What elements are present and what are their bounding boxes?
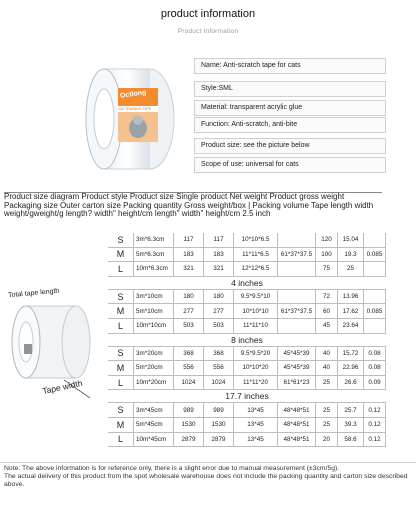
table-cell-style: M (108, 418, 134, 433)
table-cell-pack: 13*45 (234, 433, 278, 448)
table-cell-gross: 1530 (204, 418, 234, 433)
table-header-text: Product size diagram Product style Product size Single product Net weight Product gross weight Packaging size Outer carton size Packing quantity Gross weight/box | Packing volume Tape length width weight/gweight/g length? width" height/cm length" width" height/cm 2.5 inch (4, 192, 382, 232)
table-cell-size: 5m*10cm (134, 304, 174, 319)
table-cell-pack: 13*45 (234, 403, 278, 418)
table-cell-qty: 75 (316, 262, 338, 277)
table-cell-size: 3m*20cm (134, 347, 174, 362)
table-cell-net: 117 (174, 233, 204, 248)
table-cell-gw: 22.96 (338, 361, 364, 376)
table-cell-style: S (108, 233, 134, 248)
product-band-text: CAT TRAINING TAPE (118, 107, 152, 111)
table-cell-size: 3m*45cm (134, 403, 174, 418)
table-cell-gross: 183 (204, 248, 234, 263)
spec-scope: Scope of use: universal for cats (194, 157, 386, 173)
spec-product-size: Product size: see the picture below (194, 138, 386, 154)
table-cell-vol (364, 290, 386, 305)
table-cell-pack: 11*11*6.5 (234, 248, 278, 263)
table-cell-qty: 25 (316, 418, 338, 433)
section-label: 17.7 inches (108, 390, 386, 403)
table-cell-vol: 0.08 (364, 347, 386, 362)
table-cell-pack: 9.5*9.5*20 (234, 347, 278, 362)
table-cell-net: 321 (174, 262, 204, 277)
table-cell-net: 183 (174, 248, 204, 263)
table-cell-pack: 10*10*20 (234, 361, 278, 376)
table-cell-net: 2879 (174, 433, 204, 448)
table-cell-carton: 48*48*51 (278, 433, 316, 448)
table-cell-vol: 0.08 (364, 361, 386, 376)
table-cell-gw: 26.6 (338, 376, 364, 391)
table-cell-net: 368 (174, 347, 204, 362)
table-cell-gross: 2879 (204, 433, 234, 448)
table-cell-gw: 58.6 (338, 433, 364, 448)
table-cell-carton: 61*37*37.5 (278, 304, 316, 319)
table-cell-gw: 19.3 (338, 248, 364, 263)
table-cell-vol (364, 233, 386, 248)
table-cell-vol (364, 319, 386, 334)
table-cell-net: 989 (174, 403, 204, 418)
table-cell-vol: 0.085 (364, 304, 386, 319)
table-cell-carton (278, 233, 316, 248)
table-cell-carton (278, 290, 316, 305)
table-cell-net: 277 (174, 304, 204, 319)
table-cell-size: 10m*10cm (134, 319, 174, 334)
table-cell-style: M (108, 304, 134, 319)
table-cell-size: 10m*20cm (134, 376, 174, 391)
table-cell-vol: 0.09 (364, 376, 386, 391)
table-cell-pack: 13*45 (234, 418, 278, 433)
spec-style: Style:SML (194, 81, 386, 97)
size-table (108, 233, 386, 447)
tape-width-label: Tape width (41, 377, 84, 397)
table-cell-pack: 11*11*20 (234, 376, 278, 391)
table-cell-style: S (108, 290, 134, 305)
table-cell-gw: 15.04 (338, 233, 364, 248)
table-cell-gw: 17.62 (338, 304, 364, 319)
page-title: product information (160, 8, 256, 20)
table-cell-size: 5m*45cm (134, 418, 174, 433)
page-header (0, 0, 416, 48)
table-cell-gw: 25.7 (338, 403, 364, 418)
table-cell-vol: 0.12 (364, 418, 386, 433)
table-cell-qty: 20 (316, 433, 338, 448)
table-cell-net: 503 (174, 319, 204, 334)
table-cell-carton: 45*45*39 (278, 361, 316, 376)
table-cell-qty: 60 (316, 304, 338, 319)
table-cell-gross: 321 (204, 262, 234, 277)
table-cell-size: 3m*6.3cm (134, 233, 174, 248)
table-cell-gross: 368 (204, 347, 234, 362)
table-cell-size: 10m*45cm (134, 433, 174, 448)
table-cell-gross: 503 (204, 319, 234, 334)
table-cell-style: S (108, 347, 134, 362)
table-cell-carton (278, 262, 316, 277)
table-cell-gross: 180 (204, 290, 234, 305)
table-cell-net: 1024 (174, 376, 204, 391)
table-cell-pack: 9.5*9.5*10 (234, 290, 278, 305)
total-tape-length-label: Total tape length (7, 287, 60, 300)
table-cell-style: L (108, 376, 134, 391)
table-cell-vol: 0.12 (364, 433, 386, 448)
table-cell-style: L (108, 319, 134, 334)
table-cell-pack: 11*11*10 (234, 319, 278, 334)
table-cell-net: 556 (174, 361, 204, 376)
table-cell-qty: 25 (316, 376, 338, 391)
table-cell-qty: 25 (316, 403, 338, 418)
table-cell-pack: 10*10*10 (234, 304, 278, 319)
table-cell-pack: 12*12*6.5 (234, 262, 278, 277)
table-cell-gw: 23.64 (338, 319, 364, 334)
table-cell-gross: 277 (204, 304, 234, 319)
table-cell-qty: 72 (316, 290, 338, 305)
table-cell-gw: 25 (338, 262, 364, 277)
product-tape-roll-image (84, 62, 176, 176)
table-cell-net: 180 (174, 290, 204, 305)
table-cell-gw: 15.72 (338, 347, 364, 362)
table-cell-size: 5m*20cm (134, 361, 174, 376)
spec-function: Function: Anti-scratch, anti-bite (194, 117, 386, 133)
table-cell-carton: 48*48*51 (278, 418, 316, 433)
table-cell-carton: 61*61*23 (278, 376, 316, 391)
table-cell-gross: 556 (204, 361, 234, 376)
table-cell-vol: 0.12 (364, 403, 386, 418)
table-cell-size: 5m*6.3cm (134, 248, 174, 263)
table-cell-pack: 10*10*6.5 (234, 233, 278, 248)
table-cell-qty: 100 (316, 248, 338, 263)
table-cell-vol (364, 262, 386, 277)
table-cell-net: 1530 (174, 418, 204, 433)
table-cell-qty: 120 (316, 233, 338, 248)
table-cell-carton: 48*48*51 (278, 403, 316, 418)
table-cell-vol: 0.085 (364, 248, 386, 263)
table-cell-gross: 1024 (204, 376, 234, 391)
table-cell-size: 3m*10cm (134, 290, 174, 305)
table-cell-size: 10m*6.3cm (134, 262, 174, 277)
spec-name: Name: Anti-scratch tape for cats (194, 58, 386, 74)
table-cell-style: L (108, 433, 134, 448)
table-cell-carton: 61*37*37.5 (278, 248, 316, 263)
table-cell-gross: 989 (204, 403, 234, 418)
table-cell-qty: 40 (316, 347, 338, 362)
table-cell-carton: 45*45*39 (278, 347, 316, 362)
footnote: Note: The above information is for reference only, there is a slight error due to manual measurement (±3cm/5g). The actual delivery of this product from the spot wholesale warehouse does not include the packing quantity and carton size described above. (0, 462, 416, 508)
table-cell-style: L (108, 262, 134, 277)
product-brand-label: Octlong (119, 89, 147, 100)
section-label: 8 inches (108, 334, 386, 347)
page-subtitle: Product Information (177, 28, 239, 35)
table-cell-style: S (108, 403, 134, 418)
table-cell-qty: 45 (316, 319, 338, 334)
table-cell-gw: 39.3 (338, 418, 364, 433)
table-cell-gross: 117 (204, 233, 234, 248)
section-label: 4 inches (108, 277, 386, 290)
table-cell-carton (278, 319, 316, 334)
table-cell-qty: 40 (316, 361, 338, 376)
table-cell-style: M (108, 248, 134, 263)
table-cell-style: M (108, 361, 134, 376)
spec-material: Material: transparent acrylic glue (194, 100, 386, 116)
table-cell-gw: 13.96 (338, 290, 364, 305)
